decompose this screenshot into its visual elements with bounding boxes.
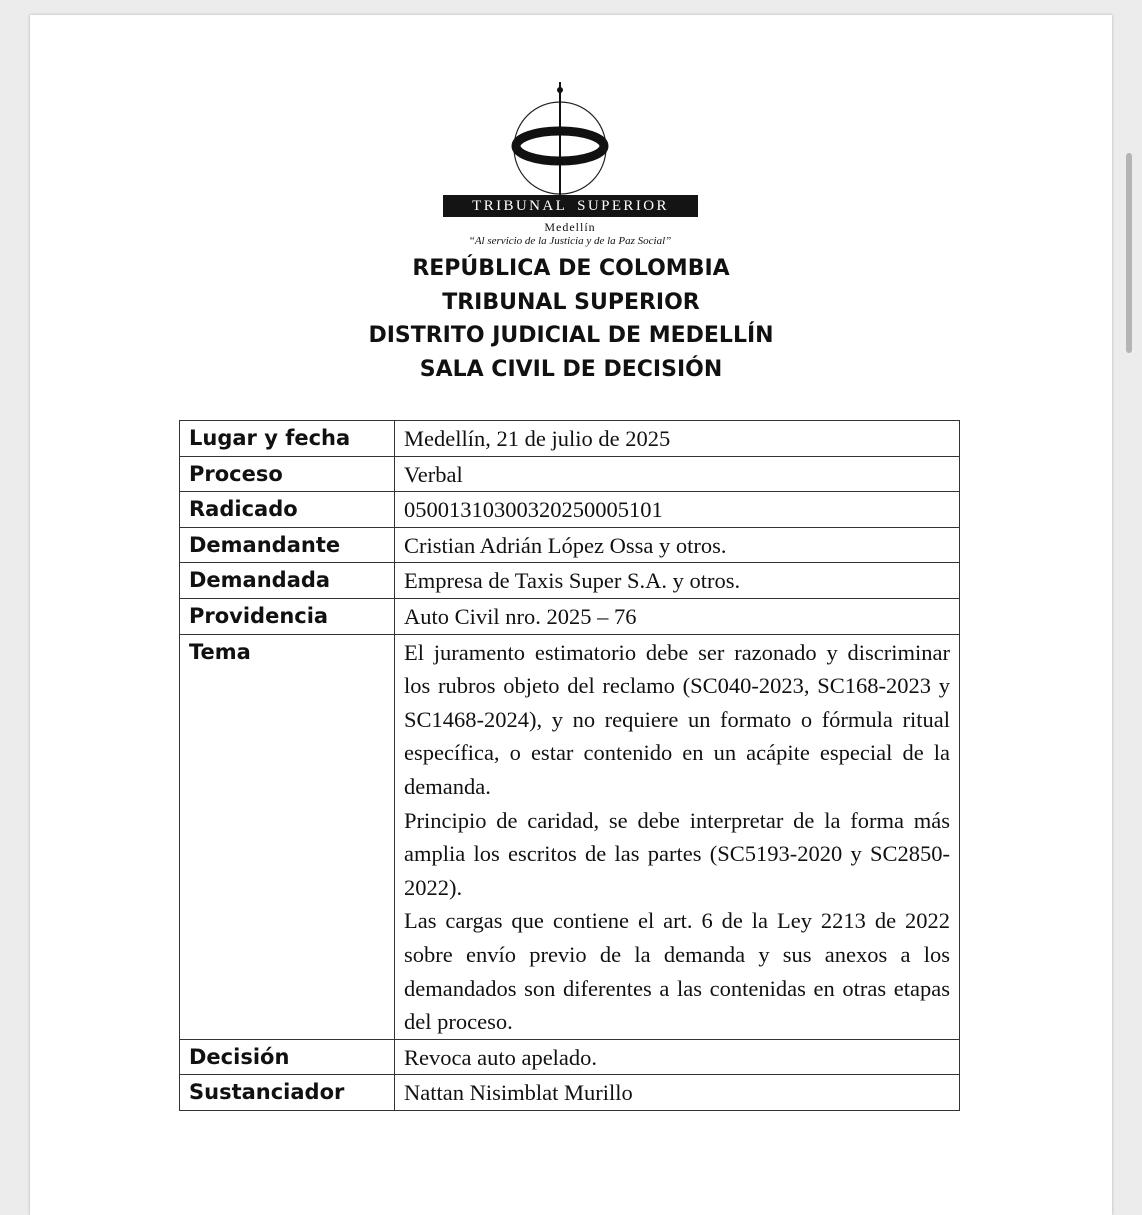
tribunal-emblem-icon [500, 80, 620, 198]
row-value: Medellín, 21 de julio de 2025 [395, 421, 960, 457]
row-value: 05001310300320250005101 [395, 492, 960, 528]
heading-chamber: SALA CIVIL DE DECISIÓN [419, 356, 723, 382]
table-row [180, 1075, 960, 1111]
row-value: Empresa de Taxis Super S.A. y otros. [395, 563, 960, 599]
tribunal-logo [410, 80, 710, 255]
table-row [180, 563, 960, 599]
table-row [180, 456, 960, 492]
table-row [180, 421, 960, 457]
row-label: Tema [180, 634, 395, 1039]
row-label: Demandada [180, 563, 395, 599]
tema-paragraph: Las cargas que contiene el art. 6 de la Ley 2213 de 2022 sobre envío previo de la demanda y sus anexos a los demandados son diferentes a las contenidas en otras etapas del proceso. [404, 908, 950, 1035]
case-info-table [179, 420, 960, 1111]
heading-district: DISTRITO JUDICIAL DE MEDELLÍN [368, 323, 774, 348]
row-label: Providencia [180, 598, 395, 634]
table-row [180, 634, 960, 1039]
row-label: Decisión [180, 1039, 395, 1075]
vertical-scrollbar[interactable] [1126, 153, 1132, 353]
logo-city: Medellín [544, 220, 596, 234]
table-row [180, 598, 960, 634]
row-label: Demandante [180, 527, 395, 563]
row-value: Cristian Adrián López Ossa y otros. [395, 527, 960, 563]
table-row [180, 492, 960, 528]
row-label: Radicado [180, 492, 395, 528]
logo-banner-right: SUPERIOR [577, 198, 669, 214]
row-value: Nattan Nisimblat Murillo [395, 1075, 960, 1111]
table-row [180, 527, 960, 563]
table-row [180, 1039, 960, 1075]
row-value: Verbal [395, 456, 960, 492]
row-label: Proceso [180, 456, 395, 492]
logo-banner-left: TRIBUNAL [472, 198, 568, 214]
heading-court: TRIBUNAL SUPERIOR [442, 289, 700, 315]
row-value: Revoca auto apelado. [395, 1039, 960, 1075]
row-value: Auto Civil nro. 2025 – 76 [395, 598, 960, 634]
tema-paragraph: Principio de caridad, se debe interpretar de la forma más amplia los escritos de las partes (SC5193-2020 y SC2850-2022). [404, 807, 950, 900]
row-value-tema [395, 634, 960, 1039]
logo-banner [443, 195, 698, 217]
row-label: Sustanciador [180, 1075, 395, 1111]
document-heading [30, 252, 1112, 386]
row-label: Lugar y fecha [180, 421, 395, 457]
tema-paragraph: El juramento estimatorio debe ser razonado y discriminar los rubros objeto del reclamo (SC040-2023, SC168-2023 y SC1468-2024), y no requiere un formato o fórmula ritual específica, o estar contenido en un acápite especial de la demanda. [404, 639, 950, 799]
heading-country: REPÚBLICA DE COLOMBIA [412, 256, 730, 281]
logo-motto: “Al servicio de la Justicia y de la Paz Social” [468, 235, 672, 247]
